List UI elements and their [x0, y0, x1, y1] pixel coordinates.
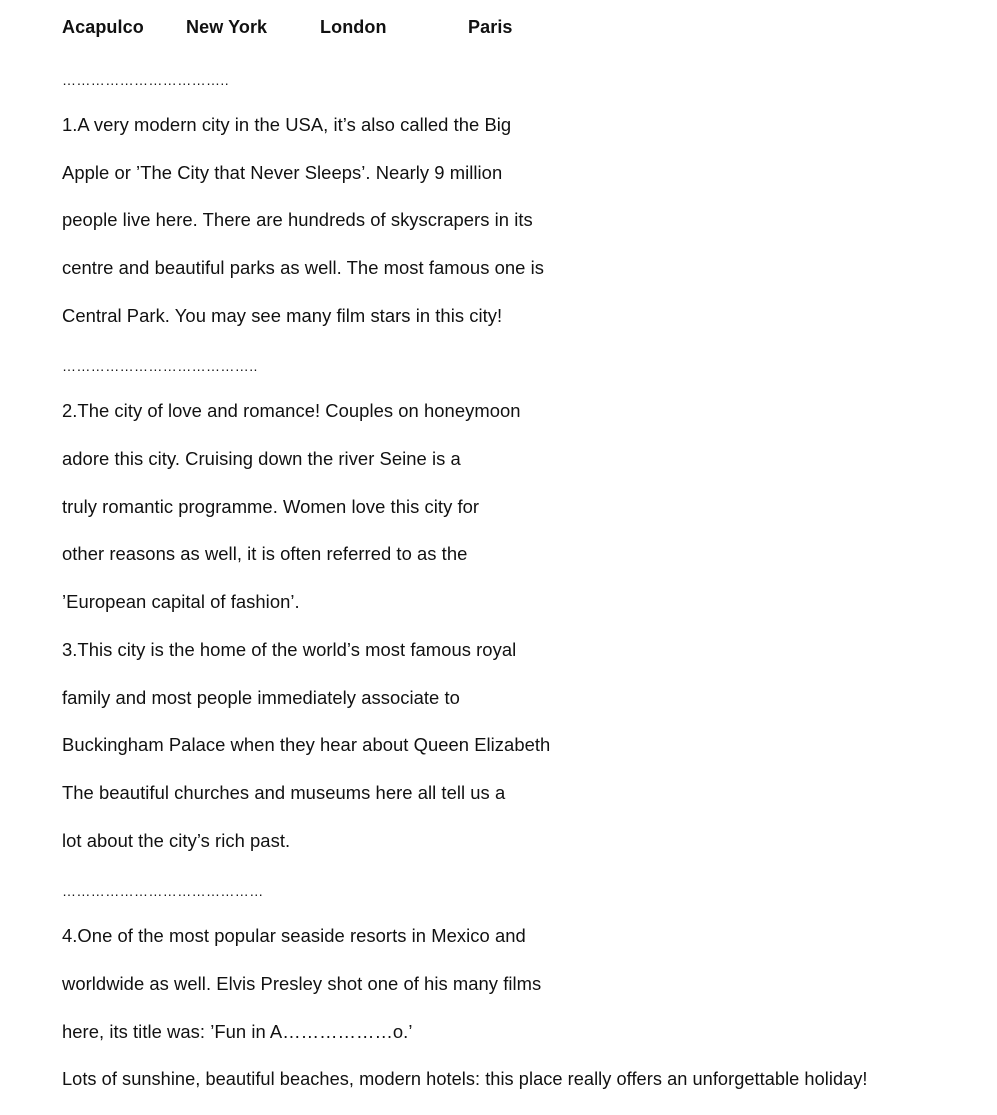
city-options-row: [62, 17, 562, 43]
description-3-line: The beautiful churches and museums here all tell us a: [62, 782, 506, 803]
description-1-line: Apple or ’The City that Never Sleeps’. Nearly 9 million: [62, 162, 503, 183]
city-option-acapulco: Acapulco: [62, 17, 144, 37]
description-3-line: 3.This city is the home of the world’s most famous royal: [62, 639, 517, 660]
description-2-line: adore this city. Cruising down the river Seine is a: [62, 448, 461, 469]
description-1-line: people live here. There are hundreds of skyscrapers in its: [62, 209, 533, 230]
description-1-line: Central Park. You may see many film stars in this city!: [62, 305, 503, 326]
city-option-new-york: New York: [186, 17, 268, 37]
description-4-line: here, its title was: ’Fun in A………………o.’: [62, 1021, 413, 1042]
description-3-line: lot about the city’s rich past.: [62, 830, 291, 851]
description-1-line: centre and beautiful parks as well. The most famous one is: [62, 257, 544, 278]
city-option-london: London: [320, 17, 387, 37]
description-3-line: family and most people immediately associate to: [62, 687, 460, 708]
city-option-paris: Paris: [468, 17, 513, 37]
description-4-line: worldwide as well. Elvis Presley shot one of his many films: [62, 973, 542, 994]
description-2-line: 2.The city of love and romance! Couples on honeymoon: [62, 400, 521, 421]
description-2-line: truly romantic programme. Women love this city for: [62, 496, 480, 517]
description-2-line: ’European capital of fashion’.: [62, 591, 300, 612]
answer-blank-2: …………………………………..: [62, 358, 258, 374]
description-4-line: 4.One of the most popular seaside resorts in Mexico and: [62, 925, 526, 946]
worksheet-page: [62, 0, 987, 1115]
description-1-line: 1.A very modern city in the USA, it’s also called the Big: [62, 114, 512, 135]
answer-blank-4: ……………………………………: [62, 883, 264, 899]
description-3-line: Buckingham Palace when they hear about Queen Elizabeth: [62, 734, 551, 755]
answer-blank-1: ……………………………..: [62, 72, 229, 88]
description-4-line: Lots of sunshine, beautiful beaches, modern hotels: this place really offers an unforgettable holiday!: [62, 1069, 868, 1089]
description-2-line: other reasons as well, it is often referred to as the: [62, 543, 468, 564]
